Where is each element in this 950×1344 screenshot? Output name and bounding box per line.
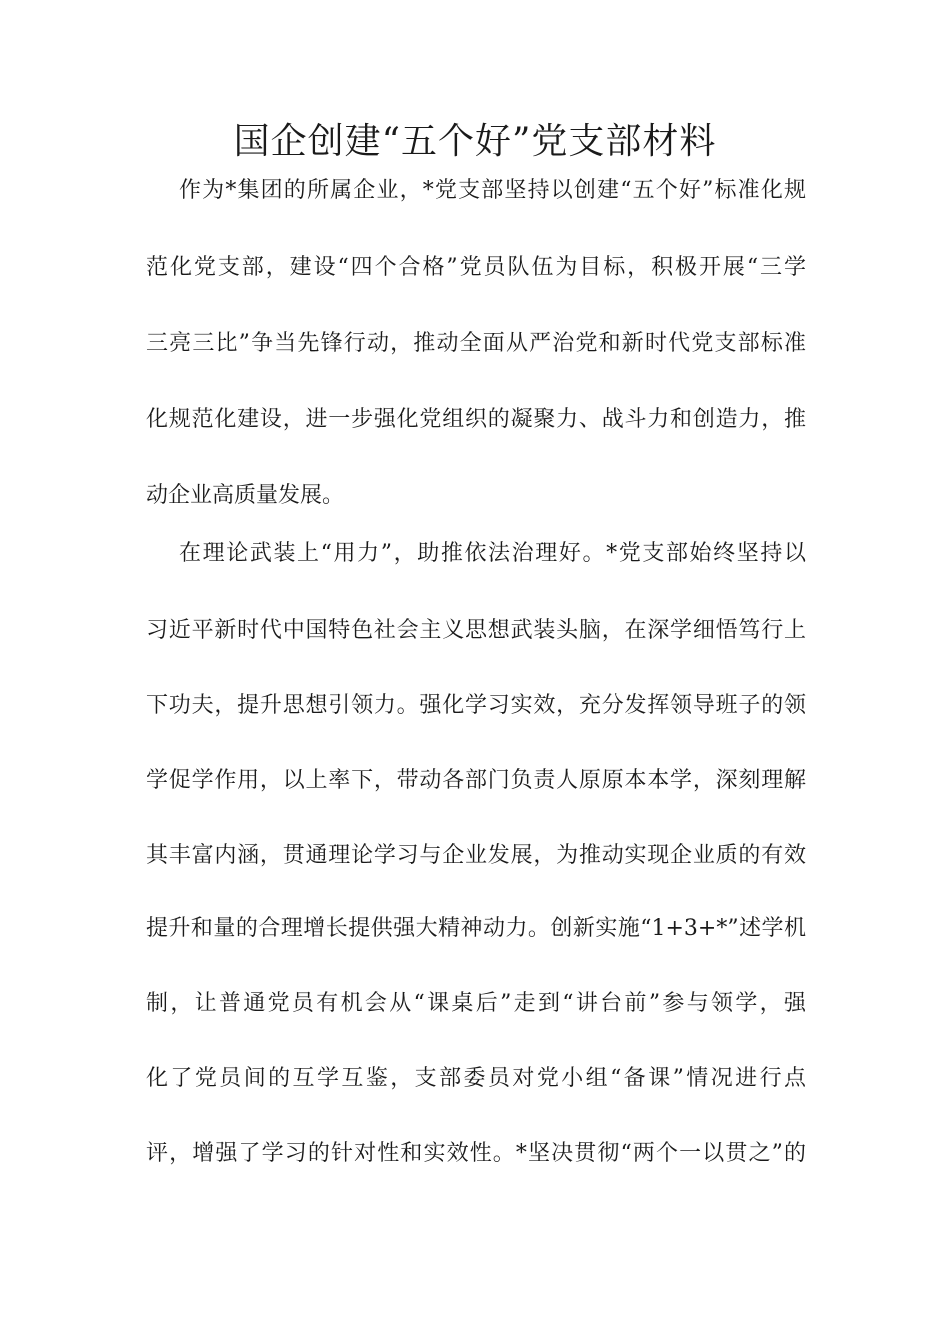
paragraph-2-line-5: 其丰富内涵，贯通理论学习与企业发展，为推动实现企业质的有效 bbox=[146, 843, 806, 868]
paragraph-2-line-4: 学促学作用，以上率下，带动各部门负责人原原本本学，深刻理解 bbox=[146, 768, 806, 793]
paragraph-2-line-2: 习近平新时代中国特色社会主义思想武装头脑，在深学细悟笃行上 bbox=[146, 618, 806, 643]
paragraph-1-line-4: 化规范化建设，进一步强化党组织的凝聚力、战斗力和创造力，推 bbox=[146, 407, 806, 432]
paragraph-1-line-5: 动企业高质量发展。 bbox=[146, 483, 345, 508]
paragraph-2-line-8: 化了党员间的互学互鉴，支部委员对党小组“备课”情况进行点 bbox=[146, 1066, 806, 1091]
paragraph-1-line-2: 范化党支部，建设“四个合格”党员队伍为目标，积极开展“三学 bbox=[146, 255, 806, 280]
paragraph-1-line-3: 三亮三比”争当先锋行动，推动全面从严治党和新时代党支部标准 bbox=[146, 331, 806, 356]
paragraph-2-line-6: 提升和量的合理增长提供强大精神动力。创新实施“1+3+*”述学机 bbox=[146, 916, 806, 941]
paragraph-2-line-9: 评，增强了学习的针对性和实效性。*坚决贯彻“两个一以贯之”的 bbox=[146, 1141, 806, 1166]
paragraph-2-line-7: 制，让普通党员有机会从“课桌后”走到“讲台前”参与领学，强 bbox=[146, 991, 806, 1016]
paragraph-2-line-3: 下功夫，提升思想引领力。强化学习实效，充分发挥领导班子的领 bbox=[146, 693, 806, 718]
paragraph-2-line-1: 在理论武装上“用力”，助推依法治理好。*党支部始终坚持以 bbox=[179, 541, 806, 566]
document-title: 国企创建“五个好”党支部材料 bbox=[233, 121, 717, 162]
paragraph-1-line-1: 作为*集团的所属企业，*党支部坚持以创建“五个好”标准化规 bbox=[179, 178, 806, 203]
